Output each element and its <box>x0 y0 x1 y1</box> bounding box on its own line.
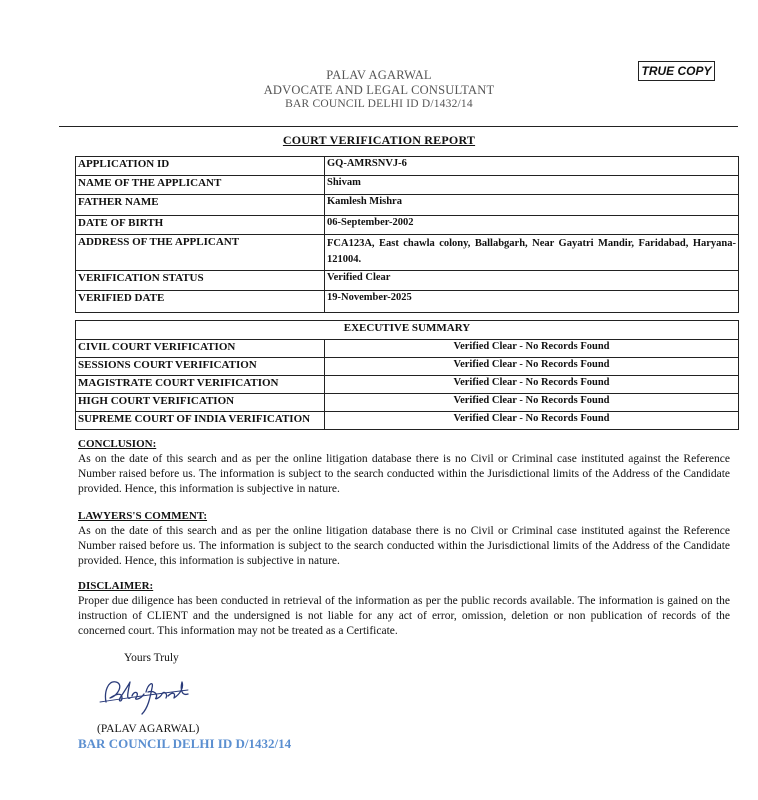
lawyers-comment-text: As on the date of this search and as per the online litigation database there is no Civil or Criminal case instituted against the Reference Number raised before us. The information is subject to the search conducted within the Jurisdictional limits of the Address of the Candidate provided. Hence, this information is subjective in nature. <box>78 525 730 567</box>
address-label: ADDRESS OF THE APPLICANT <box>76 235 325 271</box>
application-id-value: GQ-AMRSNVJ-6 <box>325 157 739 176</box>
status-label: VERIFICATION STATUS <box>76 271 325 291</box>
address-value: FCA123A, East chawla colony, Ballabgarh, Near Gayatri Mandir, Faridabad, Haryana-121004. <box>325 235 739 271</box>
advocate-name: PALAV AGARWAL <box>326 68 432 82</box>
table-row <box>76 376 739 394</box>
table-row <box>76 358 739 376</box>
executive-summary-table <box>75 320 739 430</box>
disclaimer-section <box>78 579 730 639</box>
high-court-result: Verified Clear - No Records Found <box>325 394 739 412</box>
father-name-value: Kamlesh Mishra <box>325 195 739 216</box>
table-row <box>76 340 739 358</box>
signatory-name: (PALAV AGARWAL) <box>97 723 200 735</box>
conclusion-text: As on the date of this search and as per the online litigation database there is no Civil or Criminal case instituted against the Reference Number raised before us. The information is subject to the search conducted within the Jurisdictional limits of the Address of the Candidate provided. Hence, this information is subjective in nature. <box>78 453 730 495</box>
executive-summary-title: EXECUTIVE SUMMARY <box>76 321 739 340</box>
applicant-name-label: NAME OF THE APPLICANT <box>76 176 325 195</box>
lawyers-comment-section <box>78 509 730 569</box>
table-row <box>76 235 739 271</box>
applicant-name-value: Shivam <box>325 176 739 195</box>
application-id-label: APPLICATION ID <box>76 157 325 176</box>
header-divider <box>59 126 738 127</box>
closing-salutation: Yours Truly <box>124 652 179 664</box>
table-row <box>76 412 739 430</box>
civil-court-result: Verified Clear - No Records Found <box>325 340 739 358</box>
conclusion-label: CONCLUSION: <box>78 438 157 450</box>
advocate-role: ADVOCATE AND LEGAL CONSULTANT <box>263 83 495 97</box>
header-bar-id: BAR COUNCIL DELHI ID D/1432/14 <box>285 98 473 110</box>
table-row <box>76 394 739 412</box>
footer-bar-id: BAR COUNCIL DELHI ID D/1432/14 <box>78 736 292 751</box>
dob-label: DATE OF BIRTH <box>76 216 325 235</box>
sessions-court-result: Verified Clear - No Records Found <box>325 358 739 376</box>
verified-date-label: VERIFIED DATE <box>76 291 325 313</box>
status-value: Verified Clear <box>325 271 739 291</box>
conclusion-section <box>78 437 730 497</box>
magistrate-court-label: MAGISTRATE COURT VERIFICATION <box>76 376 325 394</box>
supreme-court-result: Verified Clear - No Records Found <box>325 412 739 430</box>
signature-image <box>96 672 196 718</box>
table-row <box>76 291 739 313</box>
table-row <box>76 321 739 340</box>
civil-court-label: CIVIL COURT VERIFICATION <box>76 340 325 358</box>
dob-value: 06-September-2002 <box>325 216 739 235</box>
disclaimer-label: DISCLAIMER: <box>78 580 154 592</box>
table-row <box>76 176 739 195</box>
table-row <box>76 216 739 235</box>
lawyers-comment-label: LAWYERS'S COMMENT: <box>78 510 208 522</box>
magistrate-court-result: Verified Clear - No Records Found <box>325 376 739 394</box>
verified-date-value: 19-November-2025 <box>325 291 739 313</box>
sessions-court-label: SESSIONS COURT VERIFICATION <box>76 358 325 376</box>
true-copy-stamp: TRUE COPY <box>638 61 715 81</box>
father-name-label: FATHER NAME <box>76 195 325 216</box>
table-row <box>76 195 739 216</box>
table-row <box>76 157 739 176</box>
applicant-details-table <box>75 156 739 313</box>
disclaimer-text: Proper due diligence has been conducted in retrieval of the information as per the public records available. The information is gained on the instruction of CLIENT and the undersigned is not liable for any act of error, omission, deletion or non publication of records of the concerned court. This information may not be treated as a Certificate. <box>78 595 730 637</box>
supreme-court-label: SUPREME COURT OF INDIA VERIFICATION <box>76 412 325 430</box>
table-row <box>76 271 739 291</box>
high-court-label: HIGH COURT VERIFICATION <box>76 394 325 412</box>
report-title: COURT VERIFICATION REPORT <box>282 133 476 147</box>
